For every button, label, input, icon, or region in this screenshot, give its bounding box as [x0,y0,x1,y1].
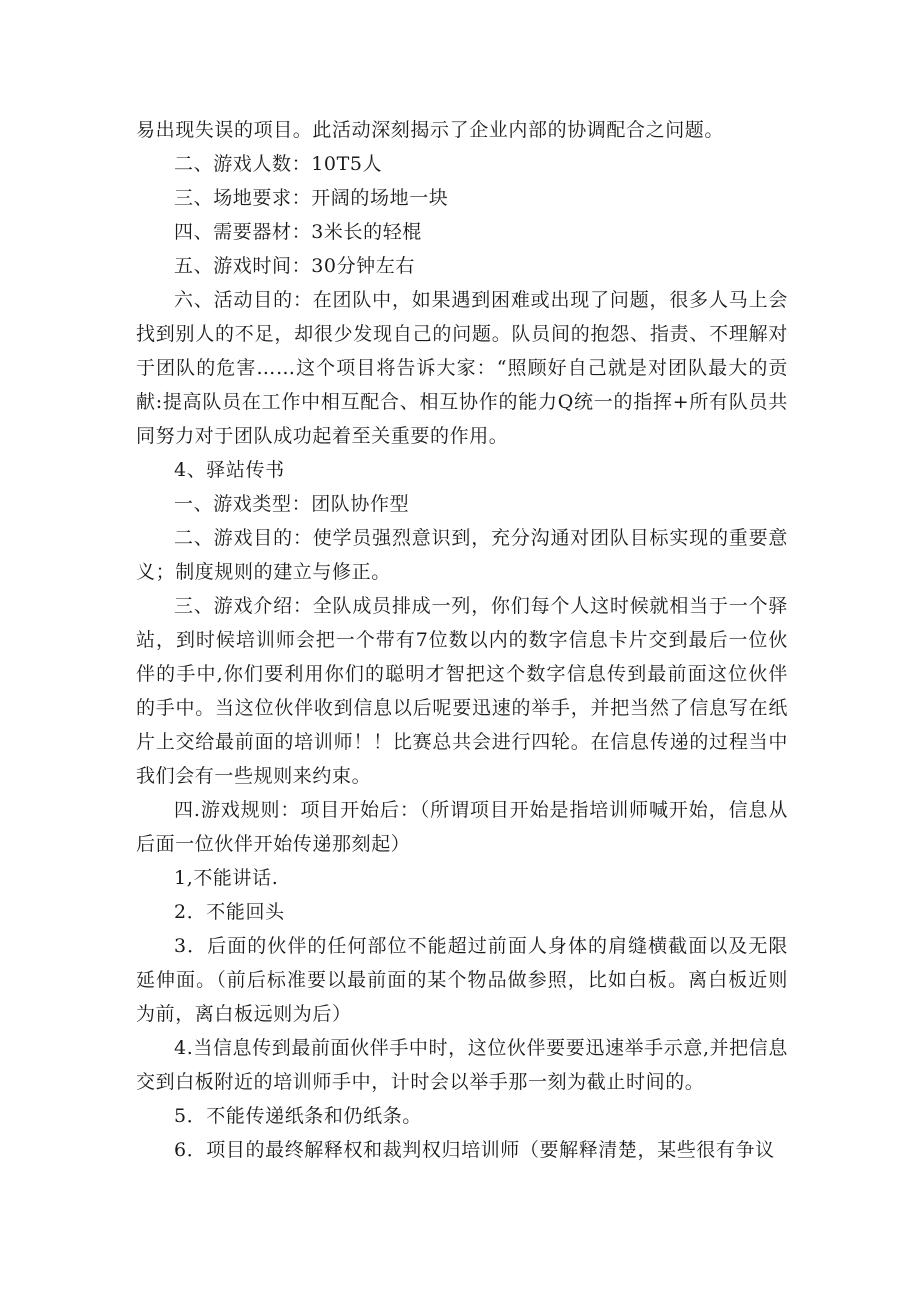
rule-item: 4.当信息传到最前面伙伴手中时，这位伙伴要要迅速举手示意,并把信息交到白板附近的培训师手中，计时会以举手那一刻为截止时间的。 [136,1037,788,1093]
paragraph: 二、游戏人数：10T5人 [174,153,383,175]
rule-item: 5．不能传递纸条和仍纸条。 [174,1105,422,1127]
paragraph: 五、游戏时间：30分钟左右 [174,255,415,277]
paragraph: 四、需要器材：3米长的轻棍 [174,221,422,243]
rule-item: 2．不能回头 [174,901,285,923]
document-body [136,113,788,1167]
section-heading: 4、驿站传书 [174,459,285,481]
paragraph: 四.游戏规则：项目开始后：（所谓项目开始是指培训师喊开始，信息从后面一位伙伴开始传递那刻起） [136,799,788,855]
rule-item: 6．项目的最终解释权和裁判权归培训师（要解释清楚，某些很有争议 [174,1139,775,1161]
paragraph: 一、游戏类型：团队协作型 [174,493,410,515]
paragraph: 六、活动目的：在团队中，如果遇到困难或出现了问题，很多人马上会找到别人的不足，却很少发现自己的问题。队员间的抱怨、指责、不理解对于团队的危害……这个项目将告诉大家：“照顾好自己就是对团队最大的贡献:提高队员在工作中相互配合、相互协作的能力Q统一的指挥+所有队员共同努力对于团队成功起着至关重要的作用。 [136,289,788,447]
rule-item: 1,不能讲话. [174,867,279,889]
paragraph: 易出现失误的项目。此活动深刻揭示了企业内部的协调配合之问题。 [136,119,725,141]
rule-item: 3．后面的伙伴的任何部位不能超过前面人身体的肩缝横截面以及无限延伸面。（前后标准要以最前面的某个物品做参照，比如白板。离白板近则为前，离白板远则为后） [136,935,788,1025]
paragraph: 三、游戏介绍：全队成员排成一列，你们每个人这时候就相当于一个驿站，到时候培训师会把一个带有7位数以内的数字信息卡片交到最后一位伙伴的手中,你们要利用你们的聪明才智把这个数字信息传到最前面这位伙伴的手中。当这位伙伴收到信息以后呢要迅速的举手，并把当然了信息写在纸片上交给最前面的培训师！！比赛总共会进行四轮。在信息传递的过程当中我们会有一些规则来约束。 [136,595,788,787]
paragraph: 二、游戏目的：使学员强烈意识到，充分沟通对团队目标实现的重要意义；制度规则的建立与修正。 [136,527,788,583]
paragraph: 三、场地要求：开阔的场地一块 [174,187,449,209]
